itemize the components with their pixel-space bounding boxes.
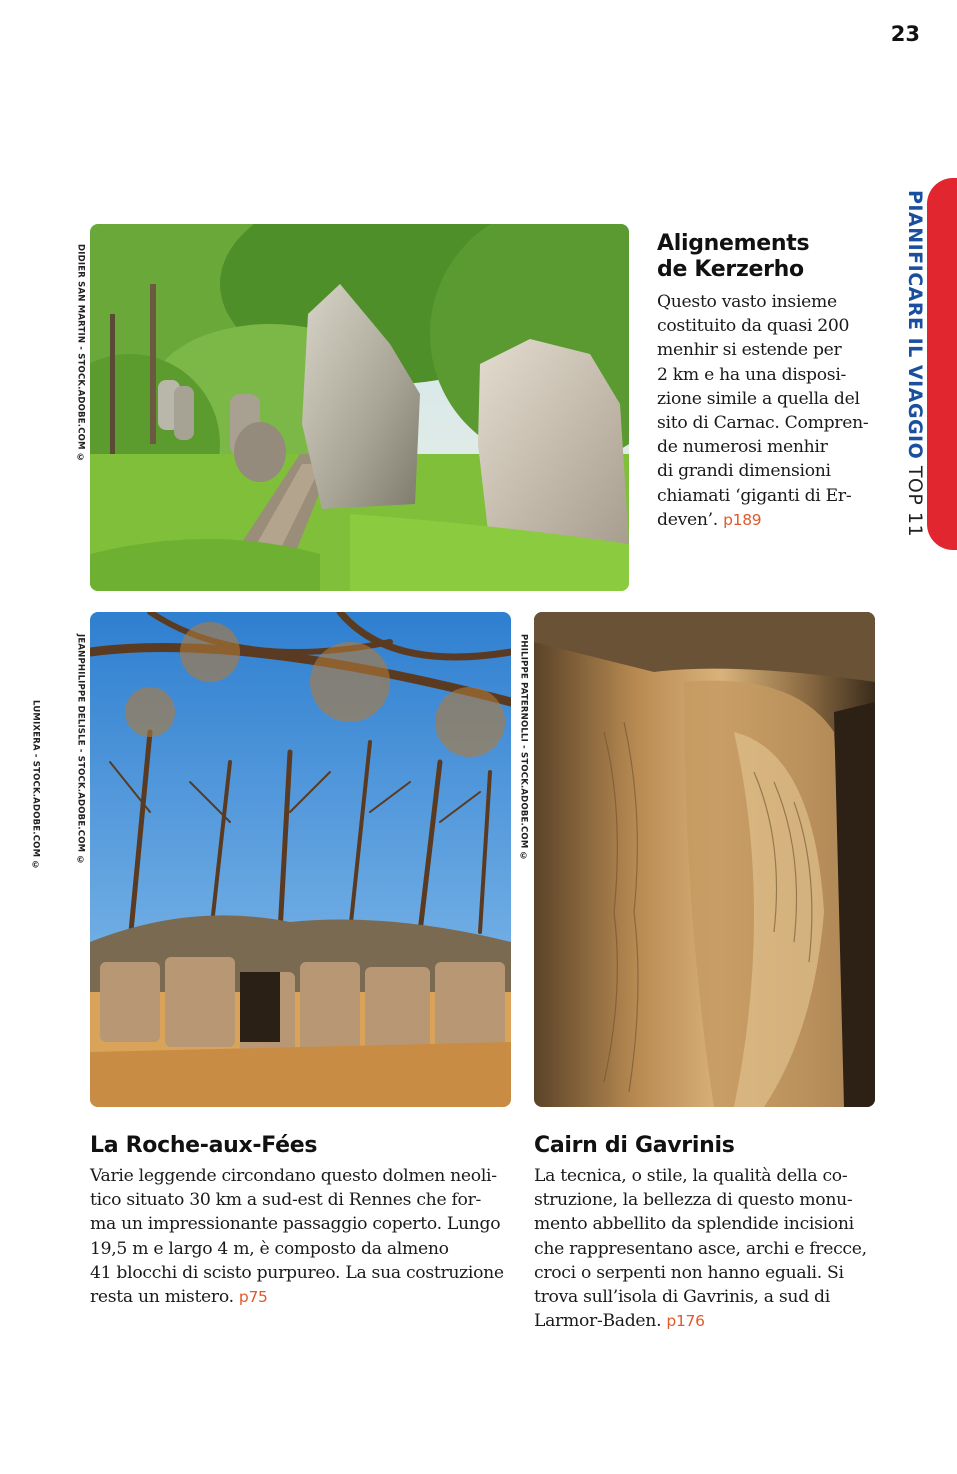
page-number: 23 [890,22,920,46]
menhirs-in-forest-photo [90,224,629,591]
section-title: Alignements de Kerzerho [657,231,810,282]
subsection-name: TOP 11 [904,465,926,538]
section-title: La Roche-aux-Fées [90,1133,318,1158]
page-reference-link[interactable]: p189 [723,510,762,529]
dolmen-under-trees-photo [90,612,511,1107]
page-reference-link[interactable]: p75 [238,1288,268,1307]
page-reference-link[interactable]: p176 [666,1312,705,1331]
photo-credit: LUMIXERA - STOCK.ADOBE.COM © [30,700,41,871]
section-description: Varie leggende circondano questo dolmen neoli- tico situato 30 km a sud-est di Rennes che for- ma un impressionante passaggio coperto. Lungo 19,5 m e largo 4 m, è composto da almeno 41 blocchi di scisto purpureo. La sua costruzione resta un mistero. p75 [90,1166,504,1308]
section-label [905,190,924,537]
photo-credit: JEANPHILIPPE DELISLE - STOCK.ADOBE.COM © [75,634,86,866]
photo-credit: PHILIPPE PATERNOLLI - STOCK.ADOBE.COM © [518,634,529,862]
section-tab [927,178,957,550]
section-name: PIANIFICARE IL VIAGGIO [904,190,926,460]
section-title: Cairn di Gavrinis [534,1133,735,1158]
carved-stone-passage-photo [534,612,875,1107]
section-description: La tecnica, o stile, la qualità della co- struzione, la bellezza di questo monu- mento abbellito da splendide incisioni che rappresentano asce, archi e frecce, croci o serpenti non hanno eguali. Si trova sull’isola di Gavrinis, a sud di Larmor-Baden. p176 [534,1166,867,1332]
photo-credit: DIDIER SAN MARTIN - STOCK.ADOBE.COM © [75,244,86,464]
section-description: Questo vasto insieme costituito da quasi 200 menhir si estende per 2 km e ha una disposi- zione simile a quella del sito di Carnac. Compren- de numerosi menhir di grandi dimensioni chiamati ‘giganti di Er- deven’. p189 [657,292,869,530]
